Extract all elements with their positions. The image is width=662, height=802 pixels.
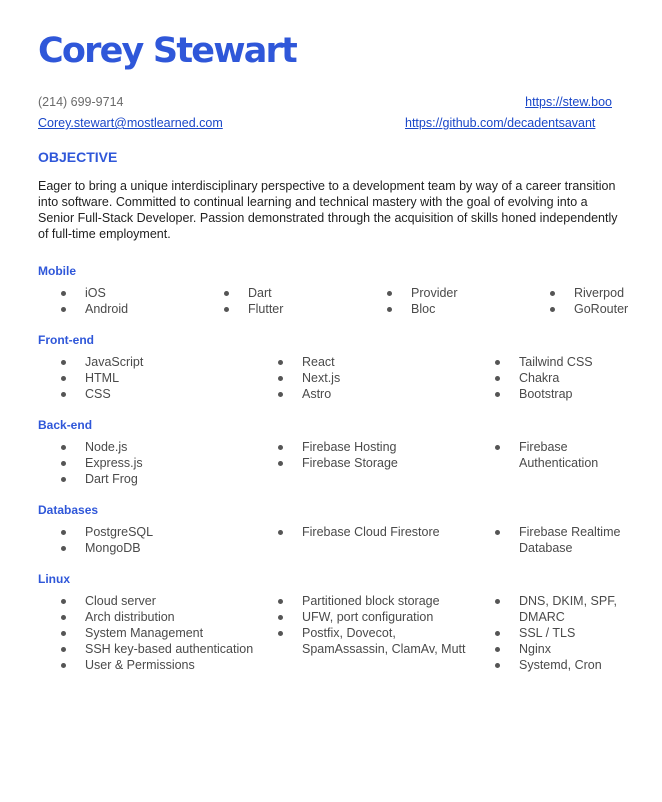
skill-label: Astro: [302, 387, 332, 401]
skill-column: [38, 524, 255, 556]
bullet-icon: [495, 445, 500, 450]
section-front-end: [38, 333, 628, 402]
skill-item: [255, 593, 472, 609]
skill-label: DNS, DKIM, SPF, DMARC: [519, 594, 617, 624]
skill-label: Tailwind CSS: [519, 355, 593, 369]
skill-column: [255, 524, 472, 540]
skill-columns: [38, 524, 628, 556]
skill-label: User & Permissions: [85, 658, 195, 672]
bullet-icon: [61, 461, 66, 466]
skill-label: React: [302, 355, 335, 369]
skill-item: [38, 593, 255, 609]
bullet-icon: [550, 291, 555, 296]
skill-item: [255, 524, 472, 540]
skill-label: Riverpod: [574, 286, 625, 300]
bullet-icon: [61, 546, 66, 551]
skill-columns: [38, 593, 628, 673]
contact-block: [38, 92, 628, 136]
skill-label: iOS: [85, 286, 106, 300]
bullet-icon: [278, 461, 283, 466]
skill-label: Next.js: [302, 371, 341, 385]
skill-label: SSH key-based authentication: [85, 642, 254, 656]
objective-heading: OBJECTIVE: [38, 149, 118, 165]
skill-item: [38, 386, 255, 402]
skill-item: [38, 439, 255, 455]
skill-item: [38, 641, 255, 657]
skill-item: [527, 285, 627, 301]
bullet-icon: [278, 445, 283, 450]
bullet-icon: [61, 392, 66, 397]
section-title: Databases: [38, 503, 99, 517]
skill-label: Cloud server: [85, 594, 156, 608]
skill-item: [472, 354, 622, 370]
skill-item: [38, 285, 201, 301]
bullet-icon: [61, 307, 66, 312]
section-title: Back-end: [38, 418, 93, 432]
skill-item: [38, 625, 255, 641]
skill-label: JavaScript: [85, 355, 144, 369]
skill-item: [255, 625, 472, 657]
skill-label: Partitioned block storage: [302, 594, 440, 608]
skill-item: [364, 285, 527, 301]
skill-label: Provider: [411, 286, 458, 300]
skill-item: [255, 455, 472, 471]
skill-label: HTML: [85, 371, 120, 385]
bullet-icon: [495, 376, 500, 381]
bullet-icon: [61, 445, 66, 450]
skill-label: Bloc: [411, 302, 436, 316]
skill-item: [255, 370, 472, 386]
skill-label: GoRouter: [574, 302, 629, 316]
bullet-icon: [387, 291, 392, 296]
resume-page: [38, 30, 628, 673]
section-title: Mobile: [38, 264, 76, 278]
bullet-icon: [495, 631, 500, 636]
skill-label: Bootstrap: [519, 387, 573, 401]
bullet-icon: [61, 360, 66, 365]
skill-item: [472, 386, 622, 402]
skill-label: Firebase Authentication: [519, 440, 599, 470]
skill-item: [38, 524, 255, 540]
skill-column: [255, 439, 472, 471]
bullet-icon: [278, 392, 283, 397]
skill-item: [472, 641, 622, 657]
skill-columns: [38, 439, 628, 487]
section-linux: [38, 572, 628, 673]
bullet-icon: [278, 615, 283, 620]
skill-label: CSS: [85, 387, 111, 401]
bullet-icon: [61, 291, 66, 296]
skill-label: Nginx: [519, 642, 551, 656]
bullet-icon: [61, 615, 66, 620]
skill-label: Express.js: [85, 456, 143, 470]
skill-label: Chakra: [519, 371, 560, 385]
skill-label: SSL / TLS: [519, 626, 576, 640]
candidate-name: Corey Stewart: [38, 31, 296, 71]
skill-label: MongoDB: [85, 541, 141, 555]
skill-label: Android: [85, 302, 129, 316]
skill-label: Dart: [248, 286, 272, 300]
skill-column: [472, 524, 622, 556]
bullet-icon: [278, 530, 283, 535]
phone-number: (214) 699-9714: [38, 95, 124, 109]
skill-item: [472, 524, 622, 556]
bullet-icon: [61, 376, 66, 381]
bullet-icon: [61, 647, 66, 652]
skill-column: [255, 354, 472, 402]
skill-label: Firebase Realtime Database: [519, 525, 621, 555]
bullet-icon: [495, 530, 500, 535]
skill-label: Firebase Hosting: [302, 440, 397, 454]
bullet-icon: [61, 599, 66, 604]
skill-column: [38, 439, 255, 487]
skill-column: [472, 439, 622, 471]
bullet-icon: [278, 360, 283, 365]
skill-column: [364, 285, 527, 317]
skill-item: [38, 370, 255, 386]
skill-item: [38, 609, 255, 625]
section-title: Front-end: [38, 333, 94, 347]
skill-item: [472, 439, 622, 471]
website-link[interactable]: https://stew.boo: [525, 95, 612, 109]
bullet-icon: [495, 360, 500, 365]
skill-item: [255, 386, 472, 402]
skill-label: Arch distribution: [85, 610, 175, 624]
bullet-icon: [278, 631, 283, 636]
skill-item: [472, 593, 622, 625]
skill-item: [255, 439, 472, 455]
skills-sections: [38, 264, 628, 673]
bullet-icon: [61, 530, 66, 535]
github-link[interactable]: https://github.com/decadentsavant: [405, 116, 596, 130]
skill-item: [38, 455, 255, 471]
skill-label: Postfix, Dovecot, SpamAssassin, ClamAv, Mutt: [302, 626, 466, 656]
skill-column: [472, 593, 622, 673]
skill-column: [472, 354, 622, 402]
skill-item: [38, 301, 201, 317]
skill-label: PostgreSQL: [85, 525, 154, 539]
skill-label: Flutter: [248, 302, 284, 316]
bullet-icon: [278, 376, 283, 381]
skill-item: [38, 540, 255, 556]
skill-item: [201, 285, 364, 301]
bullet-icon: [495, 599, 500, 604]
skill-label: Firebase Cloud Firestore: [302, 525, 440, 539]
skill-item: [527, 301, 627, 317]
skill-item: [38, 657, 255, 673]
bullet-icon: [550, 307, 555, 312]
bullet-icon: [495, 392, 500, 397]
email-link[interactable]: Corey.stewart@mostlearned.com: [38, 116, 223, 130]
skill-column: [201, 285, 364, 317]
skill-label: Dart Frog: [85, 472, 138, 486]
skill-item: [255, 609, 472, 625]
bullet-icon: [224, 307, 229, 312]
skill-label: Systemd, Cron: [519, 658, 602, 672]
skill-item: [255, 354, 472, 370]
skill-column: [255, 593, 472, 657]
skill-columns: [38, 285, 628, 317]
skill-label: UFW, port configuration: [302, 610, 434, 624]
skill-item: [38, 471, 255, 487]
section-databases: [38, 503, 628, 556]
skill-column: [38, 593, 255, 673]
section-back-end: [38, 418, 628, 487]
skill-item: [364, 301, 527, 317]
bullet-icon: [224, 291, 229, 296]
skill-column: [38, 354, 255, 402]
skill-column: [38, 285, 201, 317]
section-title: Linux: [38, 572, 70, 586]
bullet-icon: [61, 477, 66, 482]
bullet-icon: [61, 631, 66, 636]
bullet-icon: [495, 647, 500, 652]
bullet-icon: [278, 599, 283, 604]
skill-item: [201, 301, 364, 317]
bullet-icon: [387, 307, 392, 312]
objective-text: Eager to bring a unique interdisciplinary perspective to a development team by way of a career transition into software. Committed to continual learning and technical mastery with the goal of evolving into a Senior Full-Stack Developer. Passion demonstrated through the acquisition of skills honed independently of full-time employment.: [38, 179, 618, 241]
skill-item: [472, 657, 622, 673]
skill-item: [472, 625, 622, 641]
skill-label: Firebase Storage: [302, 456, 398, 470]
bullet-icon: [61, 663, 66, 668]
skill-label: System Management: [85, 626, 204, 640]
section-mobile: [38, 264, 628, 317]
skill-label: Node.js: [85, 440, 128, 454]
skill-item: [38, 354, 255, 370]
skill-item: [472, 370, 622, 386]
skill-column: [527, 285, 627, 317]
skill-columns: [38, 354, 628, 402]
bullet-icon: [495, 663, 500, 668]
